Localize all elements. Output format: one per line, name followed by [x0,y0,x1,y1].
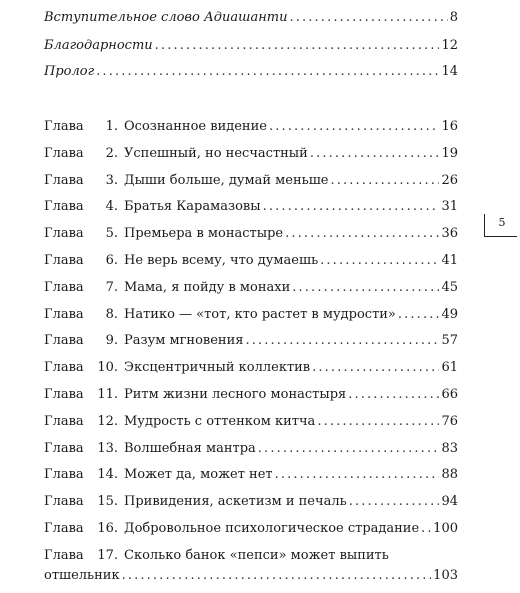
chapter-label: Глава [44,333,84,348]
entry-page: 76 [441,414,458,429]
entry-title: Премьера в монастыре [124,226,284,241]
toc-chapter-entry [44,117,458,137]
toc-chapter-entry [44,546,458,586]
leader-dots [310,144,440,164]
toc-front-entry [44,8,458,28]
entry-page: 36 [441,226,458,241]
chapter-number: 8. [105,307,118,322]
entry-title: Братья Карамазовы [124,199,261,214]
chapter-number: 15. [97,494,118,509]
entry-title: Мама, я пойду в монахи [124,280,291,295]
chapter-number: 5. [105,226,118,241]
chapter-number: 13. [97,441,118,456]
leader-dots [258,439,440,459]
entry-title: Привидения, аскетизм и печаль [124,494,347,509]
entry-title: Успешный, но несчастный [124,146,308,161]
leader-dots [312,358,439,378]
toc-chapter-entry [44,251,458,271]
entry-page: 26 [441,173,458,188]
chapter-number: 1. [105,119,118,134]
chapter-label: Глава [44,307,84,322]
chapter-number: 14. [97,467,118,482]
entry-title: Волшебная мантра [124,441,256,456]
chapter-label: Глава [44,521,84,536]
chapter-number: 6. [105,253,118,268]
toc-chapter-entry [44,412,458,432]
chapter-number: 3. [105,173,118,188]
leader-dots [398,305,440,325]
leader-dots [292,278,439,298]
chapter-number: 7. [105,280,118,295]
entry-line [44,566,458,586]
entry-title: Ритм жизни лесного монастыря [124,387,347,402]
entry-title: Мудрость с оттенком китча [124,414,316,429]
entry-title: Добровольное психологическое страдание [124,521,420,536]
entry-page: 41 [441,253,458,268]
entry-line [44,546,458,566]
toc-chapter-entry [44,278,458,298]
leader-dots [245,331,439,351]
toc-chapter-entry [44,385,458,405]
chapter-label: Глава [44,146,84,161]
leader-dots [155,36,440,56]
entry-page: 16 [441,119,458,134]
entry-title: Дыши больше, думай меньше [124,173,329,188]
toc-chapter-entry [44,492,458,512]
leader-dots [263,197,440,217]
chapter-label: Глава [44,199,84,214]
entry-title: Сколько банок «пепси» может выпить [124,548,389,563]
chapter-label: Глава [44,441,84,456]
entry-title: Осознанное видение [124,119,267,134]
entry-page: 100 [433,521,458,536]
chapter-number: 4. [105,199,118,214]
entry-page: 103 [433,568,458,583]
entry-page: 57 [441,333,458,348]
chapter-label: Глава [44,280,84,295]
entry-page: 19 [441,146,458,161]
chapter-label: Глава [44,548,84,563]
chapter-number: 16. [97,521,118,536]
chapter-label: Глава [44,494,84,509]
entry-page: 49 [441,307,458,322]
leader-dots [317,412,439,432]
leader-dots [320,251,439,271]
entry-page: 88 [441,467,458,482]
toc-front-entry [44,36,458,56]
entry-title: Вступительное слово Адиашанти [44,10,288,25]
toc-chapter-entry [44,439,458,459]
chapter-number: 2. [105,146,118,161]
chapter-number: 9. [105,333,118,348]
toc-chapter-entry [44,519,458,539]
toc-chapter-entry [44,171,458,191]
toc-front-entry [44,62,458,82]
chapter-label: Глава [44,387,84,402]
chapter-label: Глава [44,226,84,241]
toc-chapter-entry [44,197,458,217]
leader-dots [96,62,439,82]
entry-page: 31 [441,199,458,214]
entry-title: Разум мгновения [124,333,244,348]
chapter-number: 12. [97,414,118,429]
chapter-label: Глава [44,173,84,188]
entry-title: Эксцентричный коллектив [124,360,311,375]
chapter-label: Глава [44,360,84,375]
leader-dots [285,224,439,244]
entry-title: отшельник [44,568,120,583]
entry-page: 8 [449,10,458,25]
leader-dots [349,492,440,512]
leader-dots [330,171,439,191]
toc-chapter-entry [44,224,458,244]
entry-title: Натико — «тот, кто растет в мудрости» [124,307,396,322]
chapter-number: 10. [97,360,118,375]
toc-chapter-entry [44,305,458,325]
toc-chapter-entry [44,331,458,351]
entry-page: 66 [441,387,458,402]
toc-chapter-entry [44,358,458,378]
entry-page: 12 [441,38,458,53]
leader-dots [289,8,447,28]
entry-page: 61 [441,360,458,375]
entry-title: Может да, может нет [124,467,273,482]
chapter-label: Глава [44,119,84,134]
chapter-label: Глава [44,467,84,482]
leader-dots [275,465,440,485]
page-number: 5 [484,214,517,237]
entry-title: Не верь всему, что думаешь [124,253,319,268]
entry-title: Пролог [44,64,95,79]
entry-title: Благодарности [44,38,153,53]
toc-chapter-entry [44,144,458,164]
toc-chapter-entry [44,465,458,485]
leader-dots [348,385,439,405]
leader-dots [421,519,431,539]
chapter-label: Глава [44,414,84,429]
leader-dots [122,566,432,586]
entry-page: 83 [441,441,458,456]
chapter-number: 17. [97,548,118,563]
chapter-number: 11. [97,387,118,402]
chapter-label: Глава [44,253,84,268]
entry-page: 14 [441,64,458,79]
leader-dots [269,117,439,137]
entry-page: 45 [441,280,458,295]
entry-page: 94 [441,494,458,509]
